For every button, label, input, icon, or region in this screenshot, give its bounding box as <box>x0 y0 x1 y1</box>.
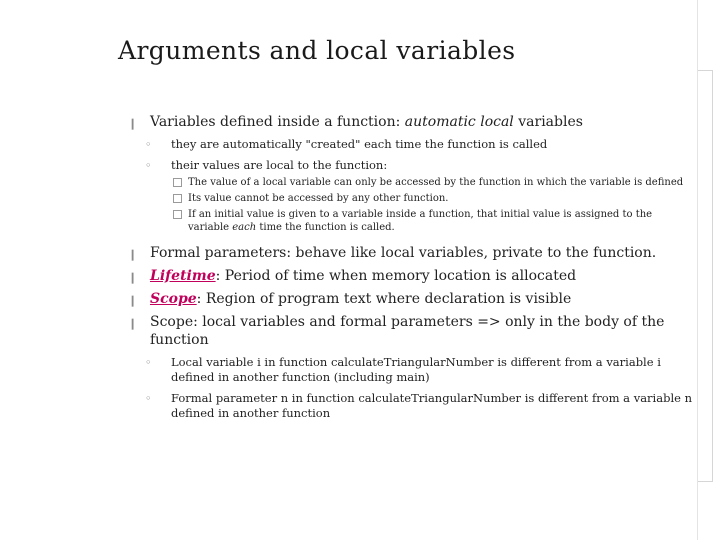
bullet-text: : Period of time when memory location is allocated <box>215 268 577 284</box>
sub-sub-bullet-text: time the function is called. <box>256 222 395 233</box>
sub-sub-bullet <box>128 176 693 189</box>
bullet-text: : Region of program text where declaration is visible <box>196 291 572 307</box>
square-bullet-icon <box>173 178 182 187</box>
sub-bullet <box>128 355 693 385</box>
scroll-bullet-icon: ❙ <box>128 117 138 130</box>
ring-bullet-icon: ◦ <box>145 356 152 369</box>
square-bullet-icon <box>173 210 182 219</box>
bullet-text: Formal parameters: behave like local variables, private to the function. <box>150 245 657 261</box>
slide-title: Arguments and local variables <box>118 36 516 65</box>
bullet-formal-parameters <box>128 244 693 262</box>
sub-sub-bullet <box>128 208 693 234</box>
square-bullet-icon <box>173 194 182 203</box>
sub-bullet-text: their values are local to the function: <box>171 158 388 172</box>
sub-bullet <box>128 137 693 152</box>
scroll-bullet-icon: ❙ <box>128 271 138 284</box>
sub-bullet-text: Local variable i in function calculateTriangularNumber is different from a variable i defined in another function (including main) <box>171 355 661 384</box>
bullet-automatic-local-variables <box>128 113 693 131</box>
scroll-bullet-icon: ❙ <box>128 294 138 307</box>
edge-border-bracket <box>698 70 713 482</box>
ring-bullet-icon: ◦ <box>145 138 152 151</box>
bullet-lifetime <box>128 267 693 285</box>
ring-bullet-icon: ◦ <box>145 159 152 172</box>
scroll-bullet-icon: ❙ <box>128 248 138 261</box>
bullet-scope-definition <box>128 290 693 308</box>
sub-bullet-text: they are automatically "created" each time the function is called <box>171 137 548 151</box>
ring-bullet-icon: ◦ <box>145 392 152 405</box>
bullet-text: Scope: local variables and formal parameters => only in the body of the function <box>150 314 665 348</box>
sub-bullet <box>128 158 693 173</box>
bullet-italic-text: automatic local <box>404 114 514 130</box>
sub-sub-bullet-text: Its value cannot be accessed by any other function. <box>188 193 449 204</box>
sub-bullet <box>128 391 693 421</box>
term-lifetime: Lifetime <box>150 268 216 284</box>
sub-sub-bullet-text: The value of a local variable can only be accessed by the function in which the variable is defined <box>188 177 684 188</box>
slide-body <box>128 113 693 421</box>
sub-sub-bullet-italic: each <box>232 222 257 233</box>
sub-sub-bullet-text: If an initial value is given to a variable inside a function, that initial value is assigned to the variable <box>188 209 653 233</box>
term-scope: Scope <box>150 291 197 307</box>
sub-sub-bullet <box>128 192 693 205</box>
bullet-text: Variables defined inside a function: <box>150 114 405 130</box>
sub-bullet-text: Formal parameter n in function calculateTriangularNumber is different from a variable n defined in another function <box>171 391 692 420</box>
scroll-bullet-icon: ❙ <box>128 317 138 330</box>
bullet-text: variables <box>513 114 583 130</box>
bullet-scope-rules <box>128 313 693 349</box>
